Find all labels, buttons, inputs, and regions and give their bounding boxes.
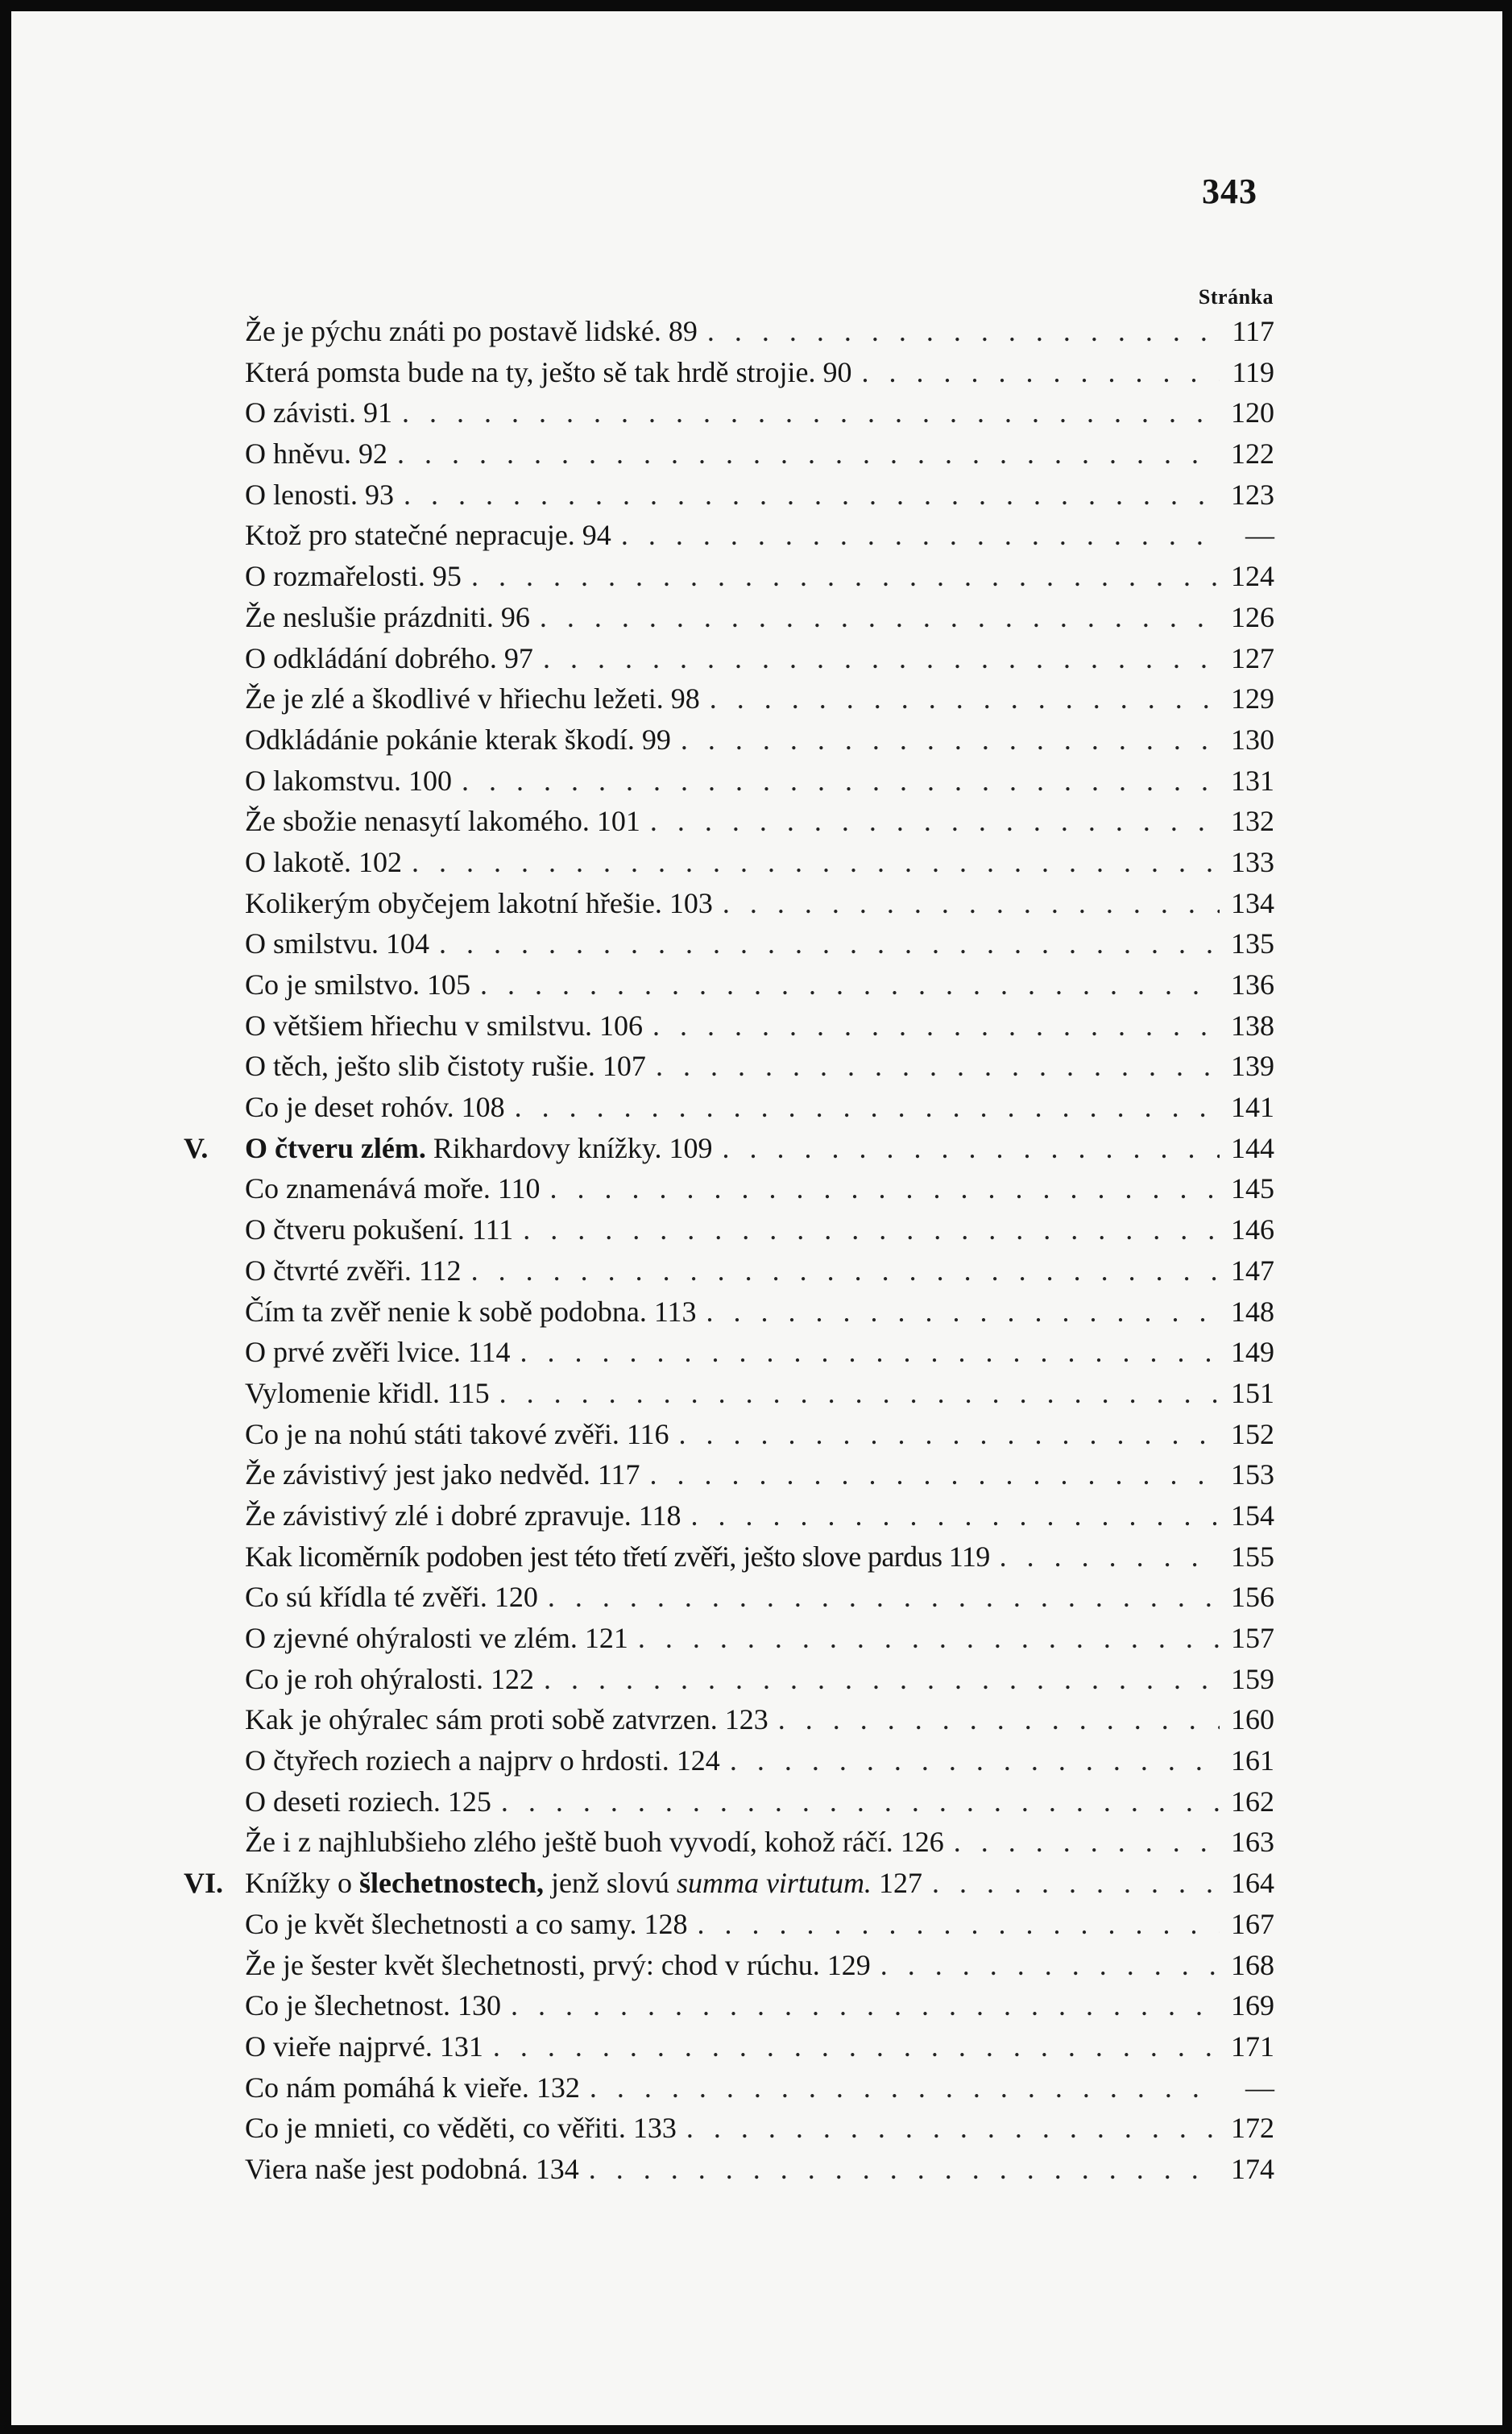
toc-entry-text: Že závistivý jest jako nedvěd. 117 — [245, 1458, 640, 1491]
toc-page-number: 172 — [1231, 2112, 1274, 2145]
toc-entry-heading: šlechetnostech, — [358, 1867, 544, 1900]
toc-entry-title — [245, 1495, 681, 1536]
dot-leader — [541, 1168, 1220, 1209]
toc-entry-text: Co sú křídla té zvěři. 120 — [245, 1581, 538, 1614]
toc-entry-heading: O čtveru zlém. — [245, 1131, 426, 1164]
toc-row — [245, 475, 1274, 516]
toc-page-number: 167 — [1231, 1907, 1274, 1940]
toc-entry-title — [245, 1087, 505, 1128]
toc-entry-title — [245, 1454, 640, 1495]
toc-row — [245, 1087, 1274, 1128]
toc-entry-text: Že závistivý zlé i dobré zpravuje. 118 — [245, 1499, 681, 1532]
toc-entry-title — [245, 433, 387, 475]
toc-entry-title — [245, 311, 698, 352]
dot-leader — [643, 1006, 1220, 1047]
toc-row — [245, 352, 1274, 393]
toc-entry-title — [245, 801, 640, 842]
toc-entry-title — [245, 1659, 534, 1700]
toc-row — [245, 801, 1274, 842]
toc-entry-text: Co znamenává moře. 110 — [245, 1172, 541, 1205]
toc-row — [245, 311, 1274, 352]
toc-entry-prefix: Knížky o — [245, 1867, 359, 1900]
toc-page-number: 160 — [1231, 1703, 1274, 1736]
dot-leader — [720, 1740, 1220, 1781]
toc-page-number: 147 — [1231, 1254, 1274, 1287]
toc-entry-title — [245, 1536, 990, 1578]
toc-page-number: 148 — [1231, 1295, 1274, 1328]
table-of-contents — [184, 311, 1274, 2190]
toc-page-number: 174 — [1231, 2152, 1274, 2185]
toc-row — [245, 1046, 1274, 1087]
toc-row — [184, 1863, 1274, 1904]
dot-leader — [871, 1945, 1220, 1986]
toc-row — [245, 1740, 1274, 1781]
toc-entry-title — [245, 883, 713, 924]
toc-entry-title — [245, 1945, 871, 1986]
toc-entry-text: O zjevné ohýralosti ve zlém. 121 — [245, 1622, 628, 1654]
toc-entry-title — [245, 2026, 483, 2067]
dot-leader — [611, 515, 1220, 556]
toc-entry-text: O lakotě. 102 — [245, 845, 402, 878]
toc-entry-text: Ktož pro statečné nepracuje. 94 — [245, 519, 611, 552]
dot-leader — [688, 1904, 1220, 1945]
dot-leader — [513, 1209, 1220, 1250]
toc-entry-text: O odkládání dobrého. 97 — [245, 641, 533, 674]
toc-entry-title — [245, 392, 392, 433]
toc-row — [245, 556, 1274, 597]
toc-page-number: — — [1245, 519, 1274, 552]
toc-entry-text: Že je pýchu znáti po postavě lidské. 89 — [245, 315, 698, 347]
toc-entry-text: O hněvu. 92 — [245, 437, 387, 471]
section-numeral: V. — [184, 1131, 209, 1164]
book-page — [11, 11, 1502, 2425]
dot-leader — [533, 638, 1220, 679]
dot-leader — [713, 1128, 1220, 1169]
dot-leader — [483, 2026, 1220, 2067]
toc-entry-title — [245, 1209, 513, 1250]
toc-entry-title — [245, 556, 462, 597]
dot-leader — [538, 1577, 1220, 1618]
toc-page-number: 145 — [1231, 1172, 1274, 1205]
toc-page-number: — — [1245, 2071, 1274, 2104]
toc-page-number: 127 — [1231, 641, 1274, 674]
dot-leader — [671, 719, 1220, 761]
dot-leader — [628, 1618, 1220, 1659]
toc-row — [245, 883, 1274, 924]
toc-page-number: 124 — [1231, 560, 1274, 593]
toc-entry-text: O rozmařelosti. 95 — [245, 560, 462, 593]
toc-entry-title — [245, 638, 533, 679]
toc-page-number: 144 — [1231, 1131, 1274, 1164]
toc-entry-title — [245, 923, 429, 964]
toc-entry-italic: summa virtutum. — [676, 1867, 872, 1900]
toc-row — [245, 1006, 1274, 1047]
toc-row — [245, 842, 1274, 883]
toc-page-number: 117 — [1232, 315, 1274, 347]
toc-entry-text: Viera naše jest podobná. 134 — [245, 2152, 579, 2185]
toc-row — [245, 1495, 1274, 1536]
toc-entry-text: Odkládánie pokánie kterak škodí. 99 — [245, 723, 671, 756]
toc-entry-text: Že je zlé a škodlivé v hřiechu ležeti. 98 — [245, 682, 700, 715]
dot-leader — [452, 761, 1220, 802]
toc-page-number: 131 — [1231, 764, 1274, 797]
toc-row — [245, 2067, 1274, 2108]
toc-page-number: 159 — [1231, 1662, 1274, 1695]
toc-entry-text: O závisti. 91 — [245, 396, 392, 429]
toc-row — [245, 678, 1274, 719]
dot-leader — [501, 1985, 1220, 2026]
toc-row — [245, 597, 1274, 638]
toc-row — [184, 1128, 1274, 1169]
toc-page-number: 163 — [1231, 1826, 1274, 1859]
toc-entry-title — [245, 678, 700, 719]
dot-leader — [394, 475, 1220, 516]
toc-row — [245, 1904, 1274, 1945]
toc-entry-text: O lenosti. 93 — [245, 478, 394, 511]
dot-leader — [698, 311, 1220, 352]
toc-page-number: 162 — [1231, 1785, 1274, 1818]
toc-row — [245, 1945, 1274, 1986]
toc-page-number: 120 — [1231, 396, 1274, 429]
toc-row — [245, 1618, 1274, 1659]
toc-page-number: 122 — [1231, 437, 1274, 471]
dot-leader — [387, 433, 1220, 475]
toc-entry-text: Co nám pomáhá k vieře. 132 — [245, 2071, 580, 2104]
toc-row — [245, 1822, 1274, 1863]
toc-entry-title — [245, 1414, 669, 1455]
page-number: 343 — [1202, 172, 1257, 211]
dot-leader — [713, 883, 1220, 924]
dot-leader — [944, 1822, 1220, 1863]
toc-entry-text: O čtveru pokušení. 111 — [245, 1213, 514, 1246]
dot-leader — [429, 923, 1220, 964]
toc-row — [245, 1209, 1274, 1250]
toc-row — [245, 964, 1274, 1006]
toc-entry-title — [245, 475, 394, 516]
dot-leader — [530, 597, 1220, 638]
toc-page-number: 153 — [1231, 1458, 1274, 1491]
toc-page-number: 152 — [1231, 1417, 1274, 1450]
toc-entry-text: O prvé zvěři lvice. 114 — [245, 1336, 511, 1369]
toc-entry-title — [245, 515, 611, 556]
dot-leader — [681, 1495, 1220, 1536]
dot-leader — [534, 1659, 1220, 1700]
toc-entry-title — [245, 1373, 490, 1414]
toc-entry-text: O lakomstvu. 100 — [245, 764, 452, 797]
toc-entry-title — [245, 1822, 944, 1863]
dot-leader — [646, 1046, 1220, 1087]
toc-page-number: 154 — [1231, 1499, 1274, 1532]
toc-entry-title — [245, 1781, 491, 1822]
toc-entry-title — [245, 1985, 501, 2026]
section-numeral: VI. — [184, 1867, 224, 1900]
toc-entry-text: Která pomsta bude na ty, ješto sě tak hrdě strojie. 90 — [245, 355, 852, 388]
dot-leader — [392, 392, 1220, 433]
toc-entry-text: Kolikerým obyčejem lakotní hřešie. 103 — [245, 886, 713, 919]
toc-row — [245, 1292, 1274, 1333]
toc-entry-text: O čtvrté zvěři. 112 — [245, 1254, 462, 1287]
toc-row — [245, 433, 1274, 475]
toc-entry-text: Čím ta zvěř nenie k sobě podobna. 113 — [245, 1295, 697, 1328]
toc-row — [245, 1699, 1274, 1740]
toc-entry-text: Co je smilstvo. 105 — [245, 968, 471, 1001]
toc-page-number: 149 — [1231, 1336, 1274, 1369]
toc-entry-title — [245, 1577, 538, 1618]
dot-leader — [669, 1414, 1220, 1455]
toc-row — [245, 1577, 1274, 1618]
toc-row — [245, 515, 1274, 556]
toc-page-number: 156 — [1231, 1581, 1274, 1614]
toc-page-number: 138 — [1231, 1009, 1274, 1042]
toc-entry-text: Kak licoměrník podoben jest této třetí zvěři, ješto slove pardus 119 — [245, 1540, 990, 1573]
dot-leader — [505, 1087, 1220, 1128]
toc-entry-title — [245, 1332, 511, 1373]
toc-entry-title — [245, 1699, 768, 1740]
dot-leader — [697, 1292, 1220, 1333]
toc-page-number: 151 — [1231, 1376, 1274, 1409]
toc-entry-title — [245, 1046, 646, 1087]
toc-page-number: 136 — [1231, 968, 1274, 1001]
toc-page-number: 155 — [1231, 1540, 1274, 1573]
toc-entry-text: O většiem hřiechu v smilstvu. 106 — [245, 1009, 643, 1042]
toc-entry-text: Že i z najhlubšieho zlého ještě buoh vyvodí, kohož ráčí. 126 — [245, 1826, 944, 1859]
toc-entry-title — [245, 2067, 580, 2108]
toc-page-number: 129 — [1231, 682, 1274, 715]
dot-leader — [462, 1250, 1220, 1292]
toc-page-number: 132 — [1231, 805, 1274, 838]
toc-page-number: 141 — [1231, 1091, 1274, 1124]
toc-entry-text: O smilstvu. 104 — [245, 927, 430, 960]
toc-page-number: 146 — [1231, 1213, 1274, 1246]
dot-leader — [851, 352, 1220, 393]
toc-entry-text: Co je šlechetnost. 130 — [245, 1989, 501, 2022]
toc-entry-text: Co je na nohú státi takové zvěři. 116 — [245, 1417, 669, 1450]
toc-page-number: 168 — [1231, 1948, 1274, 1981]
toc-page-number: 139 — [1231, 1050, 1274, 1083]
toc-page-number: 171 — [1231, 2030, 1274, 2063]
toc-entry-text: O čtyřech roziech a najprv o hrdosti. 124 — [245, 1744, 720, 1777]
toc-entry-title — [245, 2149, 579, 2190]
toc-page-number: 157 — [1231, 1622, 1274, 1654]
toc-entry-text: O těch, ješto slib čistoty rušie. 107 — [245, 1050, 646, 1083]
toc-row — [245, 392, 1274, 433]
toc-page-number: 133 — [1231, 845, 1274, 878]
toc-row — [245, 923, 1274, 964]
toc-row — [245, 761, 1274, 802]
dot-leader — [700, 678, 1220, 719]
toc-row — [245, 1414, 1274, 1455]
toc-entry-title — [245, 1006, 643, 1047]
toc-page-number: 130 — [1231, 723, 1274, 756]
dot-leader — [768, 1699, 1220, 1740]
dot-leader — [490, 1373, 1220, 1414]
dot-leader — [580, 2067, 1220, 2108]
toc-entry-text: jenž slovú — [543, 1867, 677, 1900]
toc-entry-title — [245, 1740, 720, 1781]
dot-leader — [922, 1863, 1220, 1904]
toc-row — [245, 2026, 1274, 2067]
toc-row — [245, 1781, 1274, 1822]
toc-entry-title — [245, 1904, 688, 1945]
toc-entry-text: Vylomenie křidl. 115 — [245, 1376, 490, 1409]
toc-entry-title — [245, 2108, 677, 2149]
toc-entry-text: Co je mnieti, co věděti, co věřiti. 133 — [245, 2112, 677, 2145]
toc-page-number: 123 — [1231, 478, 1274, 511]
dot-leader — [640, 801, 1220, 842]
toc-entry-title — [245, 964, 470, 1006]
toc-row — [245, 1536, 1274, 1578]
toc-entry-title — [245, 1168, 541, 1209]
dot-leader — [491, 1781, 1220, 1822]
toc-page-number: 135 — [1231, 927, 1274, 960]
dot-leader — [511, 1332, 1220, 1373]
toc-entry-text: Kak je ohýralec sám proti sobě zatvrzen. 123 — [245, 1703, 768, 1736]
toc-row — [245, 719, 1274, 761]
toc-entry-title — [245, 719, 671, 761]
toc-entry-text: Rikhardovy knížky. 109 — [425, 1131, 713, 1164]
toc-entry-title — [245, 1250, 462, 1292]
toc-entry-title — [245, 1128, 713, 1169]
dot-leader — [579, 2149, 1220, 2190]
toc-entry-text: Co je deset rohóv. 108 — [245, 1091, 505, 1124]
toc-entry-text: Že sbožie nenasytí lakomého. 101 — [245, 805, 640, 838]
toc-row — [245, 2108, 1274, 2149]
toc-row — [245, 1659, 1274, 1700]
toc-row — [245, 2149, 1274, 2190]
toc-page-number: 161 — [1231, 1744, 1274, 1777]
toc-page-number: 119 — [1232, 355, 1274, 388]
toc-entry-text: Co je roh ohýralosti. 122 — [245, 1662, 534, 1695]
dot-leader — [462, 556, 1220, 597]
toc-page-number: 164 — [1231, 1867, 1274, 1900]
toc-entry-text: Co je květ šlechetnosti a co samy. 128 — [245, 1907, 688, 1940]
dot-leader — [677, 2108, 1220, 2149]
toc-entry-text: O deseti roziech. 125 — [245, 1785, 491, 1818]
toc-entry-title — [245, 842, 402, 883]
toc-row — [245, 638, 1274, 679]
dot-leader — [640, 1454, 1220, 1495]
toc-row — [245, 1373, 1274, 1414]
page-column-header: Stránka — [1198, 285, 1274, 309]
toc-row — [245, 1454, 1274, 1495]
toc-entry-number: 127 — [871, 1867, 922, 1900]
dot-leader — [990, 1536, 1220, 1578]
toc-entry-title — [245, 352, 851, 393]
toc-entry-text: Že neslušie prázdniti. 96 — [245, 600, 530, 633]
dot-leader — [470, 964, 1220, 1006]
toc-entry-title — [245, 597, 530, 638]
toc-entry-title — [245, 1863, 922, 1904]
toc-entry-title — [245, 1618, 628, 1659]
toc-page-number: 126 — [1231, 600, 1274, 633]
toc-entry-text: Že je šester květ šlechetnosti, prvý: chod v rúchu. 129 — [245, 1948, 871, 1981]
dot-leader — [402, 842, 1220, 883]
toc-page-number: 169 — [1231, 1989, 1274, 2022]
toc-row — [245, 1168, 1274, 1209]
toc-entry-title — [245, 761, 452, 802]
toc-row — [245, 1985, 1274, 2026]
toc-row — [245, 1250, 1274, 1292]
toc-entry-text: O vieře najprvé. 131 — [245, 2030, 483, 2063]
toc-page-number: 134 — [1231, 886, 1274, 919]
toc-entry-title — [245, 1292, 697, 1333]
toc-row — [245, 1332, 1274, 1373]
